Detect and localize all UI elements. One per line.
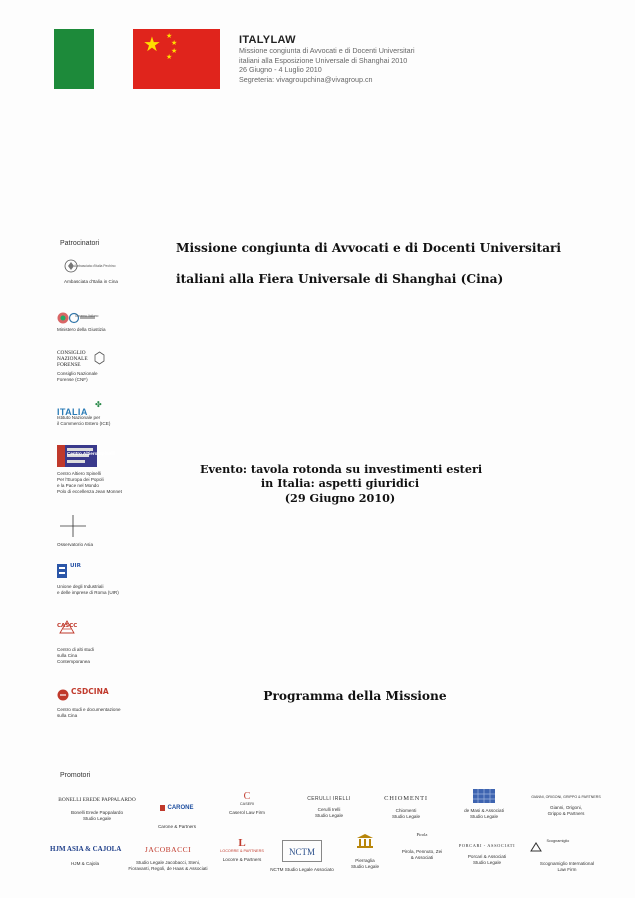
cascc-logo-text: CASCC — [57, 623, 78, 629]
promoter-porcari — [452, 843, 522, 865]
promoter-nctm — [270, 840, 334, 873]
uir-logo — [57, 563, 97, 579]
cascc-logo — [57, 612, 83, 636]
promoter-label: Studio Legale — [469, 813, 499, 819]
sponsor-label: Ministero della Giustizia — [57, 327, 106, 332]
promoter-label: Law Firm — [557, 866, 577, 872]
csdcina-logo-text: CSDCINA — [71, 687, 109, 696]
promoter-label: Pirola, Pennuto, Zei — [401, 849, 443, 854]
promoter-logo-text: LOCORRE & PARTNERS — [220, 849, 264, 853]
promoter-label: Studio Legale — [350, 863, 380, 869]
leaf-icon: ✤ — [95, 400, 102, 409]
promoter-caseri — [222, 792, 272, 816]
promoter-logo-text: GIANNI, ORIGONI, GRIPPO & PARTNERS — [531, 795, 601, 799]
csdcina-logo — [57, 686, 109, 700]
scognamiglio-logo — [526, 839, 608, 857]
promoter-label: Locorre & Partners — [222, 857, 262, 862]
promoter-label: Caserol Law Firm — [229, 810, 265, 815]
promoter-label: & Associati — [410, 854, 434, 860]
promotori-title: Promotori — [60, 772, 91, 779]
promoter-logo-text: JACOBACCI — [144, 845, 192, 854]
header-line: Missione congiunta di Avvocati e di Docenti Universitari — [239, 46, 415, 55]
promoter-logo-text: PORCARI - ASSOCIATI — [458, 843, 516, 848]
caseri-mark-icon: C — [243, 791, 251, 802]
promoter-bonelli — [56, 797, 138, 821]
sponsor-label: il Commercio Estero (ICE) — [57, 421, 111, 426]
promoter-label: Porcari & Associati — [467, 854, 507, 859]
promoter-label: Fioravanti, Regoli, de Haas & Associati — [128, 865, 208, 871]
promoter-label: Chiomenti — [395, 808, 417, 813]
pierraglia-temple-icon — [356, 833, 374, 849]
promoter-label: HJM & Cajola — [70, 861, 100, 866]
promoter-logo-text: Pirola — [416, 832, 428, 837]
promoter-logo-text: NCTM — [288, 847, 315, 857]
promoter-chiomenti — [376, 795, 436, 819]
promoter-demasi — [452, 789, 516, 819]
promoter-label: Scognamiglio International — [539, 861, 595, 866]
promoter-logo-text: CERULLI IRELLI — [307, 796, 351, 802]
flag-star-icon: ★ — [166, 53, 173, 61]
promoter-logo-text: BONELLI EREDE PAPPALARDO — [58, 797, 136, 803]
promoter-label: Studio Legale — [472, 859, 502, 865]
promoter-gianni — [528, 795, 604, 816]
ice-logo-text: ITALIA — [57, 407, 88, 417]
brand-name: ITALYLAW — [239, 34, 296, 46]
sponsor-label: Contemporanea — [57, 659, 90, 664]
sponsor-label: Centro di alti studi — [57, 647, 94, 652]
flag-star-icon: ★ — [166, 32, 173, 40]
promoter-logo-text: CARONE — [160, 805, 193, 811]
promoter-logo-text: HJM ASIA & CAJOLA — [50, 845, 122, 853]
main-title-line2: italiani alla Fiera Universale di Shanghai (Cina) — [176, 272, 504, 286]
promoter-label: Studio Legale — [391, 813, 421, 819]
sponsor-label: e la Pace nel Mondo — [57, 483, 99, 488]
event-date: (29 Giugno 2010) — [284, 491, 396, 505]
nctm-logo-box — [282, 840, 322, 862]
flag-star-icon: ★ — [171, 47, 178, 55]
promoter-locorre — [214, 838, 270, 863]
promoter-label: Gianni, Origoni, — [550, 805, 582, 810]
sponsor-label: Unione degli Industriali — [57, 584, 104, 589]
header-line: italiani alla Esposizione Universale di Shanghai 2010 — [239, 55, 408, 65]
promoter-label: NCTM Studio Legale Associato — [270, 867, 334, 872]
uir-logo-text: UIR — [70, 563, 81, 569]
sponsor-logo-text: Ambasciata d'Italia Pechino — [74, 264, 116, 268]
promoter-pierraglia — [340, 833, 390, 869]
sponsor-label: Forense (CNF) — [57, 377, 88, 382]
promoter-label: Grippo & Partners — [547, 810, 585, 816]
sponsor-label: Centro studi e documentazione — [57, 707, 121, 712]
sponsor-label: Centro Altiero Spinelli — [57, 471, 101, 476]
chinese-flag — [133, 29, 220, 89]
promoter-hjm — [50, 845, 120, 867]
promoter-carone — [146, 796, 208, 830]
ice-logo — [57, 400, 107, 417]
scognamiglio-mark-icon — [530, 842, 542, 852]
promoter-pirola — [392, 832, 452, 860]
patrocinatori-title: Patrocinatori — [60, 240, 100, 247]
sponsor-logo-text: Centro Altiero Spinelli — [67, 451, 116, 456]
promoter-label: Pierraglia — [355, 858, 375, 863]
sponsor-label: e delle imprese di Roma (UIR) — [57, 590, 119, 595]
sponsor-label: Consiglio Nazionale — [57, 371, 98, 376]
promoter-label: Studio Legale — [314, 812, 344, 818]
promoter-label: Cerulli Irelli — [317, 807, 341, 812]
sponsor-label: sulla Cina — [57, 653, 78, 658]
flag-star-icon: ★ — [171, 39, 178, 47]
sponsor-label: Polo di eccellenza Jean Monnet — [57, 489, 122, 494]
sponsor-label: Per l'Europa dei Popoli — [57, 477, 104, 482]
header-contact[interactable]: Segreteria: vivagroupchina@vivagroup.cn — [239, 74, 373, 84]
letterhead — [239, 34, 415, 84]
sponsor-label: Ambasciata d'Italia in Cina — [64, 279, 118, 284]
promoter-logo-text: CASERI — [239, 802, 255, 806]
cross-logo — [60, 515, 86, 537]
promoter-scognamiglio — [526, 839, 608, 872]
header-line: 26 Giugno - 4 Luglio 2010 — [239, 65, 322, 75]
programma-heading: Programma della Missione — [263, 689, 447, 703]
cnf-logo: CONSIGLIO NAZIONALE FORENSE — [57, 350, 105, 370]
promoter-label: Studio Legale — [82, 815, 112, 821]
event-line2: in Italia: aspetti giuridici — [260, 476, 420, 490]
sponsor-label: Osservatorio Asia — [57, 542, 93, 547]
event-line1: Evento: tavola rotonda su investimenti esteri — [200, 462, 483, 476]
promoter-logo-text: CHIOMENTI — [384, 795, 428, 802]
promoter-label: de Masi & Associati — [464, 808, 504, 813]
flag-star-icon: ★ — [143, 32, 161, 56]
promoter-label: Bonelli Erede Pappalardo — [70, 810, 124, 815]
promoter-label: Studio Legale Jacobacci, Steni, — [135, 860, 201, 865]
sponsor-label: sulla Cina — [57, 713, 78, 718]
promoter-logo-text: Scognamiglio — [546, 839, 570, 843]
locorre-mark-icon: L — [238, 837, 246, 849]
sponsor-label: Istituto Nazionale per — [57, 415, 101, 420]
sponsor-logo-text: Governo Italiano — [75, 314, 99, 318]
main-title-line1: Missione congiunta di Avvocati e di Docenti Universitari — [176, 241, 562, 255]
italian-flag — [54, 29, 94, 89]
promoter-cerulli — [294, 796, 364, 818]
promoter-label: Carone & Partners — [157, 824, 197, 829]
promoter-jacobacci — [122, 845, 214, 871]
